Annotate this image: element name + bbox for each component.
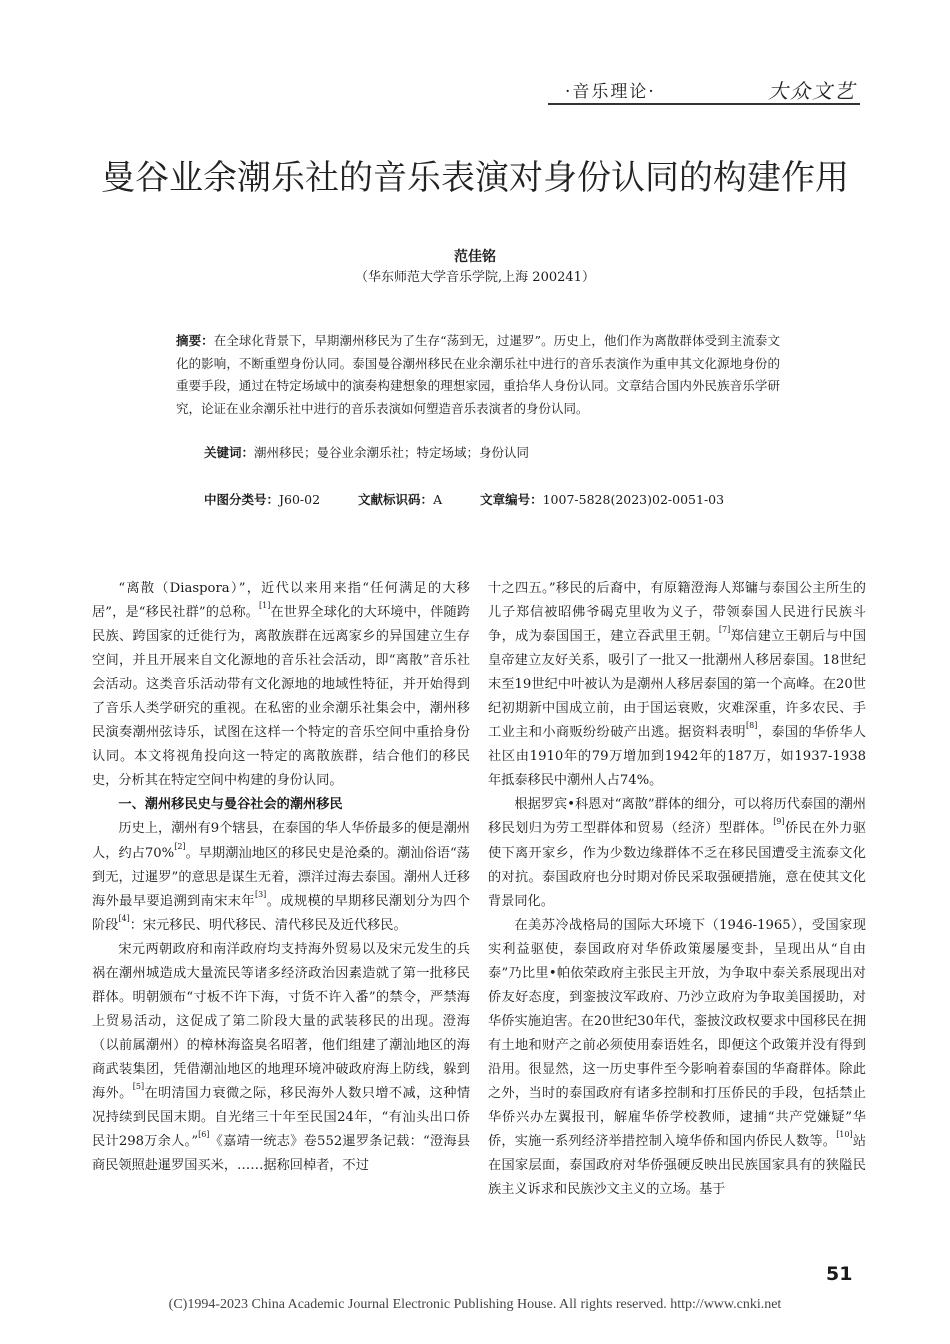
text: 《嘉靖一统志》卷552暹罗条记载：“澄海县商民领照赴暹罗国买米，……据称回棹者，不过 bbox=[92, 1134, 471, 1174]
doc-code-value: A bbox=[433, 492, 443, 507]
text: 站在国家层面，泰国政府对华侨强硬反映出民族国家具有的狭隘民族主义诉求和民族沙文主义的立场。基于 bbox=[488, 1134, 867, 1198]
page-number: 51 bbox=[826, 1263, 853, 1285]
text: 在世界全球化的大环境中，伴随跨民族、跨国家的迁徙行为，离散族群在远离家乡的异国建立生存空间，并且开展来自文化源地的音乐社会活动，即“离散”音乐社会活动。这类音乐活动带有文化源地的地域性特征，并开始得到了音乐人类学研究的重视。在私密的业余潮乐社集会中，潮州移民演奏潮州弦诗乐，试图在这样一个特定的音乐空间中重拾身份认同。本文将视角投向这一特定的离散族群，结合他们的移民史，分析其在特定空间中构建的身份认同。 bbox=[92, 605, 470, 789]
text: ，泰国的华侨华人社区由1910年的79万增加到1942年的187万，如1937-1938年抵泰移民中潮州人占74%。 bbox=[488, 725, 866, 789]
copyright-notice: (C)1994-2023 China Academic Journal Electronic Publishing House. All rights reserved. http://www.cnki.net bbox=[168, 1297, 782, 1312]
paragraph bbox=[92, 938, 470, 1178]
citation: [1] bbox=[259, 601, 271, 611]
abstract-text: 在全球化背景下，早期潮州移民为了生存“荡到无，过暹罗”。历史上，他们作为离散群体受到主流泰文化的影响，不断重塑身份认同。泰国曼谷潮州移民在业余潮乐社中进行的音乐表演作为重申其文化源地身份的重要手段，通过在特定场域中的演奏构建想象的理想家园，重拾华人身份认同。文章结合国内外民族音乐学研究，论证在业余潮乐社中进行的音乐表演如何塑造音乐表演者的身份认同。 bbox=[176, 333, 780, 416]
text: 。成规模的早期移民潮划分为四个阶段 bbox=[92, 893, 471, 933]
keywords bbox=[204, 443, 780, 461]
paragraph bbox=[92, 577, 470, 793]
article-number-label: 文章编号： bbox=[480, 492, 543, 507]
text: 在明清国力衰微之际，移民海外人数只增不减，这种情况持续到民国末期。自光绪三十年至民国24年，“有汕头出口侨民计298万余人。” bbox=[92, 1085, 471, 1150]
citation: [9] bbox=[773, 817, 785, 827]
citation: [2] bbox=[174, 841, 186, 851]
article-title: 曼谷业余潮乐社的音乐表演对身份认同的构建作用 bbox=[101, 158, 849, 198]
paragraph bbox=[488, 793, 866, 913]
paragraph bbox=[488, 914, 866, 1203]
article-meta bbox=[204, 490, 804, 508]
citation: [6] bbox=[198, 1130, 210, 1140]
citation: [4] bbox=[118, 913, 130, 923]
text: 十之四五。”移民的后裔中，有原籍澄海人郑镛与泰国公主所生的儿子郑信被昭佛爷碣克里收为义子，带领泰国人民进行民族斗争，成为泰国国王，建立吞武里王朝。 bbox=[488, 581, 866, 645]
text: 在美苏冷战格局的国际大环境下（1946-1965），受国家现实利益驱使，泰国政府对华侨政策屡屡变卦，呈现出从“自由泰”乃比里•帕依荣政府主张民主开放，为争取中泰关系展现出对侨友好态度，到銮披汶军政府、乃沙立政府为争取美国援助，对华侨实施迫害。在20世纪30年代，銮披汶政权要求中国移民在拥有土地和财产之前必须使用泰语姓名，即便这个政策并没有得到沿用。很显然，这一历史事件至今影响着泰国的华裔群体。除此之外，当时的泰国政府有诸多控制和打压侨民的手段，包括禁止华侨兴办左翼报刊，解雇华侨学校教师，逮捕“共产党嫌疑”华侨，实施一系列经济举措控制入境华侨和国内侨民人数等。 bbox=[488, 917, 866, 1150]
header-rule bbox=[548, 103, 860, 105]
abstract bbox=[176, 330, 780, 420]
text: 历史上，潮州有9个辖县，在泰国的华人华侨最多的便是潮州人，约占70% bbox=[92, 821, 470, 861]
citation: [3] bbox=[254, 889, 267, 899]
text: 根据罗宾•科恩对“离散”群体的细分，可以将历代泰国的潮州移民划归为劳工型群体和贸易（经济）型群体。 bbox=[488, 797, 866, 837]
author-affiliation: （华东师范大学音乐学院,上海 200241） bbox=[355, 270, 595, 285]
journal-name: 大众文艺 bbox=[768, 79, 856, 103]
clc-value: J60-02 bbox=[279, 492, 321, 507]
section-label: ·音乐理论· bbox=[565, 82, 656, 102]
section-heading: 一、潮州移民史与曼谷社会的潮州移民 bbox=[118, 797, 343, 813]
text: 。早期潮汕地区的移民史是沧桑的。潮汕俗语“荡到无，过暹罗”的意思是谋生无着，漂洋过海去泰国。潮州人迁移海外最早要追溯到南宋末年 bbox=[92, 845, 470, 909]
paragraph bbox=[488, 577, 866, 793]
left-column bbox=[92, 577, 470, 1178]
author-name: 范佳铭 bbox=[454, 249, 496, 265]
keywords-text: 潮州移民；曼谷业余潮乐社；特定场域；身份认同 bbox=[254, 445, 530, 460]
abstract-label: 摘要： bbox=[176, 333, 214, 348]
right-column bbox=[488, 577, 866, 1202]
text: 郑信建立王朝后与中国皇帝建立友好关系，吸引了一批又一批潮州人移居泰国。18世纪末至19世纪中叶被认为是潮州人移居泰国的第一个高峰。在20世纪初期新中国成立前，由于国运衰败，灾难深重，许多农民、手工业主和小商贩纷纷破产出逃。据资料表明 bbox=[488, 629, 867, 741]
keywords-label: 关键词： bbox=[204, 445, 255, 460]
paragraph bbox=[92, 817, 470, 937]
citation: [10] bbox=[836, 1130, 853, 1140]
citation: [8] bbox=[746, 721, 758, 731]
text: 宋元两朝政府和南洋政府均支持海外贸易以及宋元发生的兵祸在潮州城造成大量流民等诸多经济政治因素造就了第一批移民群体。明朝颁布“寸板不许下海，寸货不许入番”的禁令，严禁海上贸易活动，这促成了第二阶段大量的武装移民的出现。澄海（以前属潮州）的樟林海盗臭名昭著，他们组建了潮汕地区的海商武装集团，凭借潮汕地区的地理环境冲破政府海上防线，躲到海外。 bbox=[92, 941, 470, 1101]
doc-code-label: 文献标识码： bbox=[358, 492, 434, 507]
clc-label: 中图分类号： bbox=[204, 492, 280, 507]
article-number-value: 1007-5828(2023)02-0051-03 bbox=[542, 492, 725, 507]
text: “离散（Diaspora）”，近代以来用来指“任何满足的大移居”，是“移民社群”的总称。 bbox=[92, 581, 470, 621]
text: ：宋元移民、明代移民、清代移民及近代移民。 bbox=[129, 917, 407, 933]
citation: [5] bbox=[132, 1081, 145, 1091]
text: 侨民在外力驱使下离开家乡，作为少数边缘群体不乏在移民国遭受主流泰文化的对抗。泰国政府也分时期对侨民采取强硬措施，意在使其文化背景同化。 bbox=[488, 821, 867, 909]
citation: [7] bbox=[718, 625, 731, 635]
